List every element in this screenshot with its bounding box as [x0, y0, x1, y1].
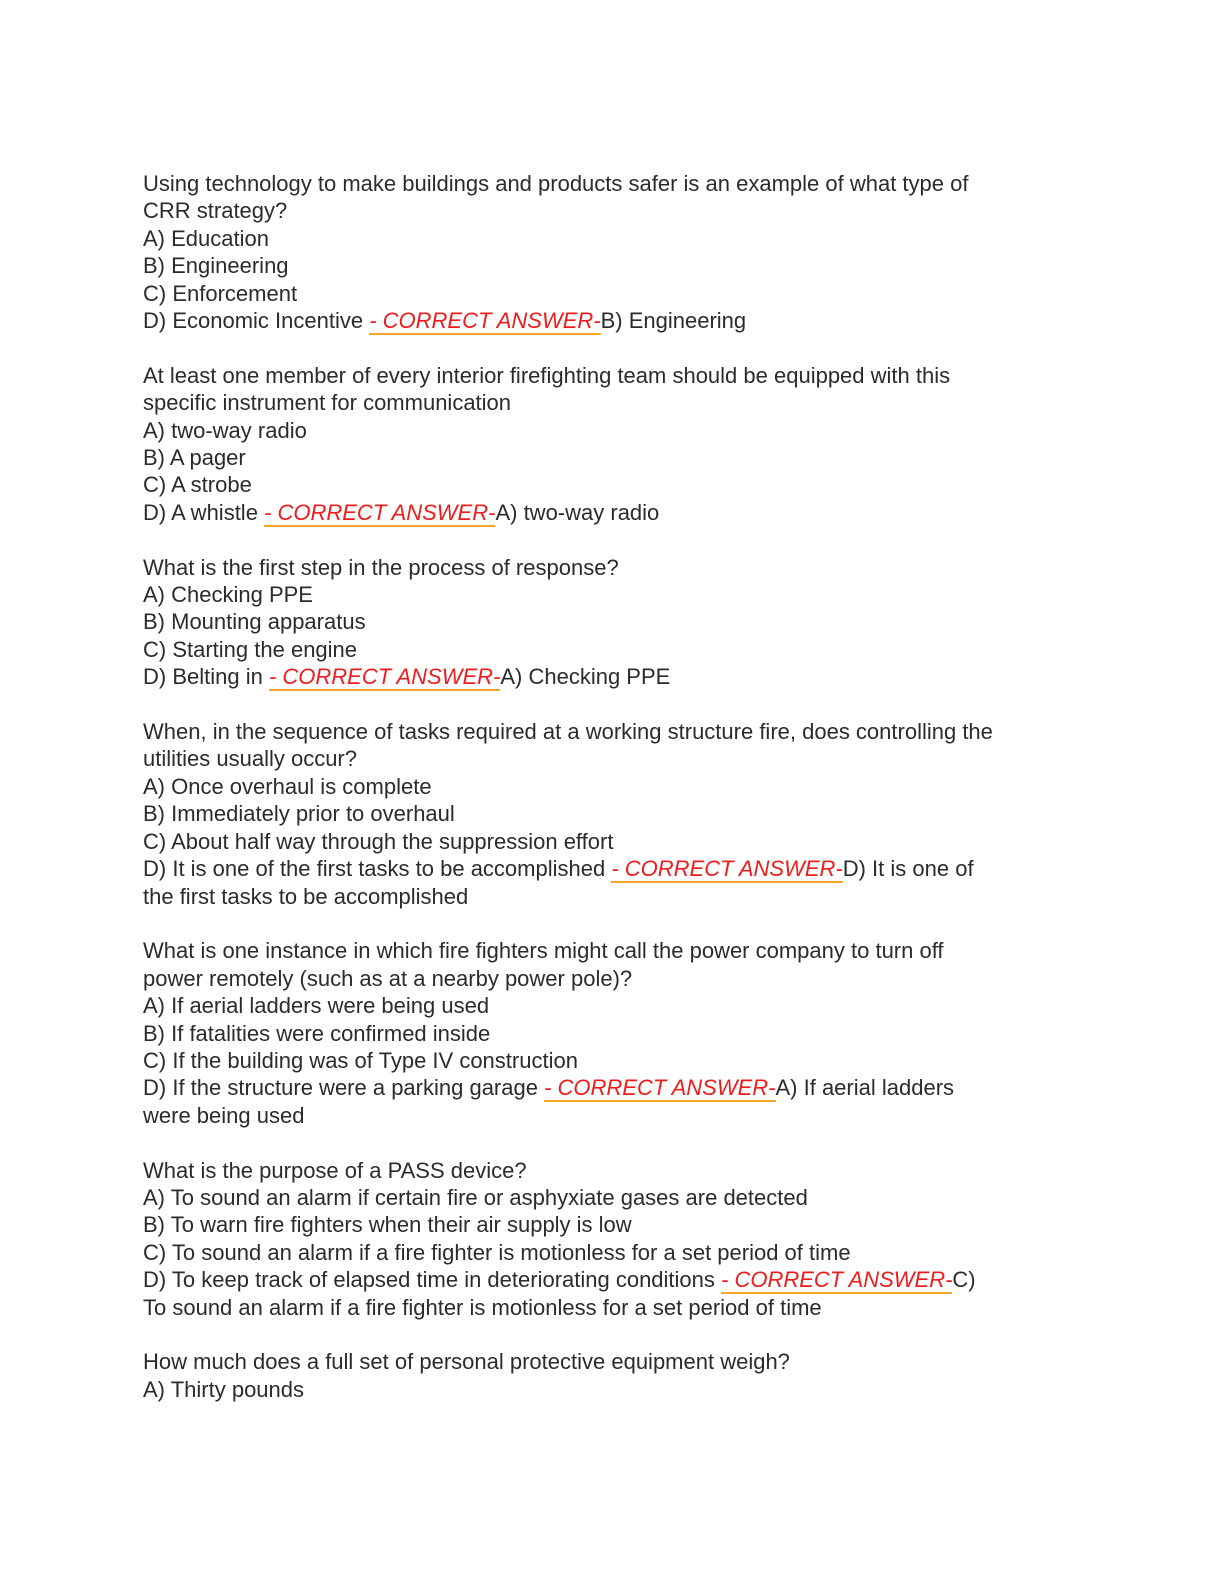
question-list [143, 170, 1073, 1431]
correct-answer-text: A) two-way radio [495, 499, 660, 525]
option-b: B) Immediately prior to overhaul [143, 801, 455, 827]
option-a: A) two-way radio [143, 417, 307, 443]
question-block [143, 362, 1073, 526]
question-stem-line: power remotely (such as at a nearby power pole)? [143, 965, 633, 991]
question-stem-line: At least one member of every interior firefighting team should be equipped with this [143, 362, 951, 388]
option-d-with-answer [143, 499, 1073, 526]
correct-answer-continuation: To sound an alarm if a fire fighter is motionless for a set period of time [143, 1294, 822, 1320]
question-stem-line: specific instrument for communication [143, 390, 512, 416]
option-d: D) Economic Incentive [143, 308, 370, 334]
question-stem-line: When, in the sequence of tasks required at a working structure fire, does controlling the [143, 719, 993, 745]
option-d-with-answer [143, 1266, 1073, 1293]
option-a: A) To sound an alarm if certain fire or asphyxiate gases are detected [143, 1184, 808, 1210]
option-d-with-answer [143, 855, 1073, 882]
option-a: A) Checking PPE [143, 582, 313, 608]
option-a: A) If aerial ladders were being used [143, 993, 490, 1019]
question-block [143, 1157, 1073, 1321]
option-a: A) Thirty pounds [143, 1376, 305, 1402]
correct-answer-marker: - CORRECT ANSWER- [369, 308, 601, 334]
option-b: B) A pager [143, 445, 246, 471]
option-c: C) About half way through the suppression effort [143, 828, 614, 854]
option-d: D) It is one of the first tasks to be accomplished [143, 856, 612, 882]
option-a: A) Once overhaul is complete [143, 773, 432, 799]
option-d: D) Belting in [143, 664, 269, 690]
correct-answer-text: B) Engineering [600, 308, 747, 334]
option-d-with-answer [143, 1074, 1073, 1101]
question-stem-line: CRR strategy? [143, 198, 288, 224]
correct-answer-continuation: were being used [143, 1102, 305, 1128]
correct-answer-text: D) It is one of [842, 856, 974, 882]
option-c: C) If the building was of Type IV construction [143, 1047, 578, 1073]
question-block [143, 718, 1073, 910]
option-d: D) A whistle [143, 499, 265, 525]
option-d-with-answer [143, 663, 1073, 690]
question-stem-line: What is the first step in the process of response? [143, 554, 619, 580]
option-c: C) To sound an alarm if a fire fighter is motionless for a set period of time [143, 1239, 851, 1265]
option-c: C) Starting the engine [143, 636, 358, 662]
question-block [143, 1348, 1073, 1403]
option-b: B) If fatalities were confirmed inside [143, 1020, 491, 1046]
option-c: C) Enforcement [143, 280, 298, 306]
correct-answer-marker: - CORRECT ANSWER- [264, 499, 496, 525]
question-stem-line: What is the purpose of a PASS device? [143, 1157, 527, 1183]
option-b: B) To warn fire fighters when their air supply is low [143, 1212, 632, 1238]
correct-answer-marker: - CORRECT ANSWER- [268, 664, 501, 690]
correct-answer-marker: - CORRECT ANSWER- [721, 1267, 953, 1293]
correct-answer-marker: - CORRECT ANSWER- [611, 856, 843, 882]
option-b: B) Engineering [143, 253, 289, 279]
question-stem-line: How much does a full set of personal protective equipment weigh? [143, 1349, 790, 1375]
option-c: C) A strobe [143, 472, 252, 498]
question-stem-line: Using technology to make buildings and products safer is an example of what type of [143, 171, 969, 196]
correct-answer-text: C) [952, 1267, 976, 1293]
option-d: D) To keep track of elapsed time in deteriorating conditions [143, 1267, 722, 1293]
correct-answer-text: A) If aerial ladders [775, 1075, 955, 1101]
option-d: D) If the structure were a parking garage [143, 1075, 545, 1101]
option-d-with-answer [143, 307, 1073, 334]
correct-answer-marker: - CORRECT ANSWER- [544, 1075, 776, 1101]
option-a: A) Education [143, 225, 269, 251]
correct-answer-continuation: the first tasks to be accomplished [143, 883, 469, 909]
question-block [143, 170, 1073, 334]
question-block [143, 554, 1073, 691]
question-stem-line: utilities usually occur? [143, 746, 357, 772]
option-b: B) Mounting apparatus [143, 609, 366, 635]
correct-answer-text: A) Checking PPE [500, 664, 671, 690]
question-stem-line: What is one instance in which fire fighters might call the power company to turn off [143, 938, 944, 964]
question-block [143, 937, 1073, 1129]
